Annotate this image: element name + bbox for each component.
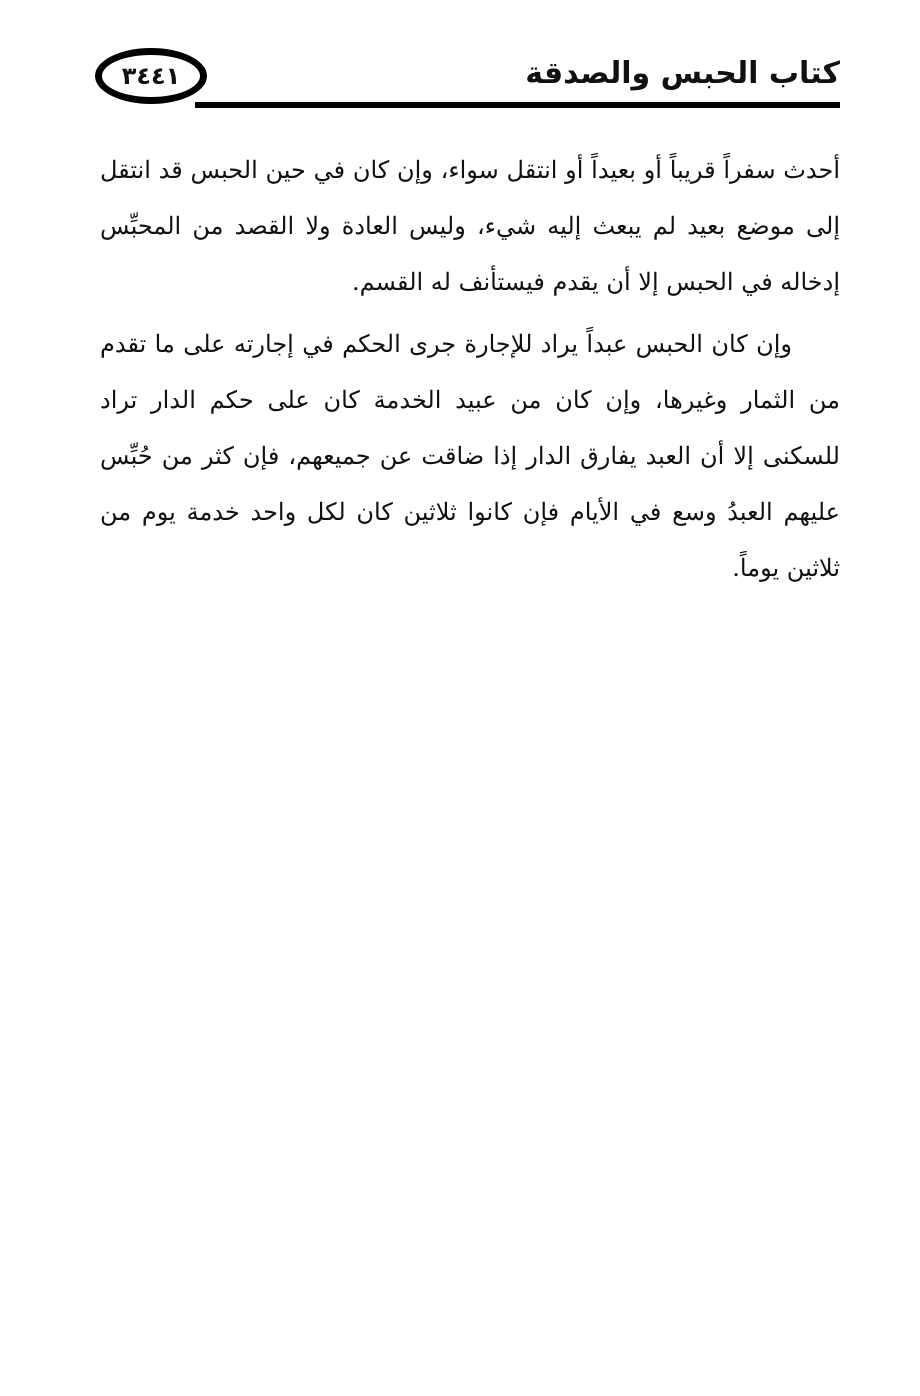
page-number-badge	[95, 48, 207, 104]
header-rule	[195, 102, 840, 108]
page-body	[100, 142, 840, 596]
book-title: كتاب الحبس والصدقة	[525, 56, 840, 91]
page-header	[95, 40, 840, 120]
paragraph: أحدث سفراً قريباً أو بعيداً أو انتقل سواء، وإن كان في حين الحبس قد انتقل إلى موضع بعيد لم يبعث إليه شيء، وليس العادة ولا القصد من المحبِّس إدخاله في الحبس إلا أن يقدم فيستأنف له القسم.	[100, 156, 840, 296]
page-number: ٣٤٤١	[121, 62, 181, 90]
paragraph: وإن كان الحبس عبداً يراد للإجارة جرى الحكم في إجارته على ما تقدم من الثمار وغيرها، وإن كان من عبيد الخدمة كان على حكم الدار تراد للسكنى إلا أن العبد يفارق الدار إذا ضاقت عن جميعهم، فإن كثر من حُبِّس عليهم العبدُ وسع في الأيام فإن كانوا ثلاثين كان لكل واحد خدمة يوم من ثلاثين يوماً.	[100, 330, 840, 582]
